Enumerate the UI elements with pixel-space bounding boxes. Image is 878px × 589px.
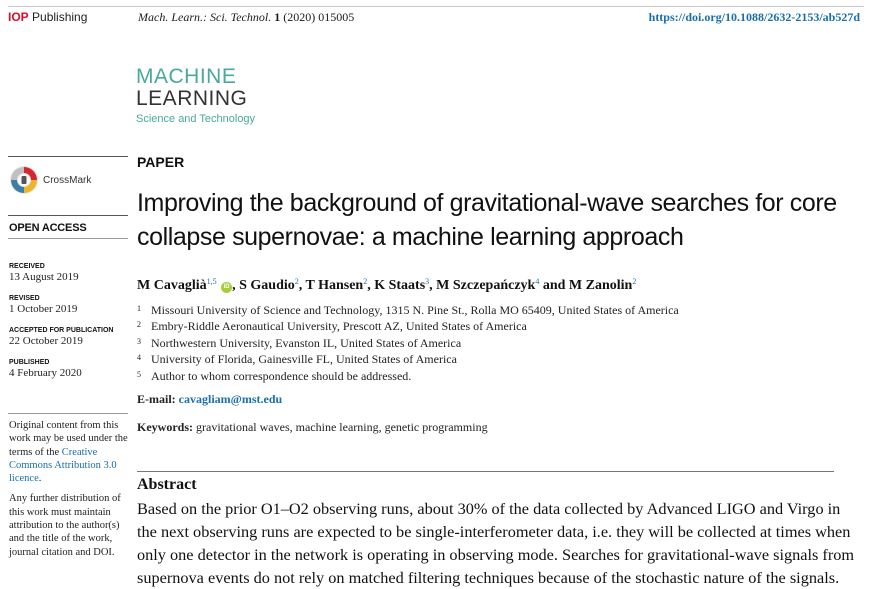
affiliation-item: 5 Author to whom correspondence should be addressed. <box>137 368 412 383</box>
author-name[interactable]: M Szczepańczyk <box>436 278 536 293</box>
keywords-label: Keywords: <box>137 420 193 434</box>
license-period: . <box>38 473 42 485</box>
license-text: Original content from this work may be used under the terms of the <box>9 420 128 458</box>
author-list <box>137 278 636 294</box>
journal-citation <box>138 10 354 25</box>
author-name[interactable]: T Hansen <box>305 278 364 293</box>
author-separator: , <box>367 278 375 293</box>
sidebar-divider <box>8 413 128 414</box>
journal-year-article: (2020) 015005 <box>283 10 355 24</box>
distribution-notice: Any further distribution of this work must maintain attribution to the author(s) and the title of the work, journal citation and DOI. <box>9 493 121 558</box>
affiliation-item: 4 University of Florida, Gainesville FL, United States of America <box>137 352 457 367</box>
header-rule <box>8 6 864 7</box>
abstract-heading: Abstract <box>137 476 197 493</box>
license-link[interactable]: Creative Commons Attribution 3.0 licence <box>9 446 117 485</box>
author-affiliation-ref[interactable]: 3 <box>425 277 430 286</box>
author-name[interactable]: M Zanolin <box>568 278 633 293</box>
affiliation-item: 3 Northwestern University, Evanston IL, United States of America <box>137 335 462 350</box>
article-dates <box>9 262 131 380</box>
affiliation-text: Embry-Riddle Aeronautical University, Prescott AZ, United States of America <box>151 319 527 334</box>
journal-volume: 1 <box>274 10 281 24</box>
author-name[interactable]: K Staats <box>374 278 426 293</box>
date-value-received: 13 August 2019 <box>9 271 79 283</box>
date-label-published: PUBLISHED <box>9 359 50 366</box>
author-name[interactable]: S Gaudio <box>239 278 295 293</box>
license-notice <box>9 419 131 566</box>
author-affiliation-ref[interactable]: 2 <box>632 277 637 286</box>
crossmark-icon <box>9 165 39 195</box>
crossmark-button[interactable] <box>9 165 91 195</box>
publisher-logo[interactable] <box>8 10 87 24</box>
affiliation-text: Northwestern University, Evanston IL, United States of America <box>151 335 462 350</box>
date-label-revised: REVISED <box>9 295 40 302</box>
date-value-accepted: 22 October 2019 <box>9 335 83 347</box>
author-name[interactable]: M Cavaglià <box>137 278 207 293</box>
sidebar-divider <box>8 215 128 216</box>
affiliation-item: 2 Embry-Riddle Aeronautical University, Prescott AZ, United States of America <box>137 319 527 334</box>
orcid-icon[interactable]: iD <box>221 282 232 293</box>
author-separator: , <box>298 278 306 293</box>
date-value-revised: 1 October 2019 <box>9 303 78 315</box>
journal-name: Mach. Learn.: Sci. Technol. <box>138 10 272 24</box>
keywords <box>137 420 488 435</box>
affiliation-list <box>137 302 679 384</box>
sidebar-divider <box>8 238 128 239</box>
affiliation-text: University of Florida, Gainesville FL, United States of America <box>151 352 457 367</box>
journal-logo-subtitle: Science and Technology <box>136 113 256 125</box>
article-type: PAPER <box>137 154 185 170</box>
author-separator: , <box>232 278 240 293</box>
email-label: E-mail: <box>137 392 176 406</box>
keywords-text: gravitational waves, machine learning, genetic programming <box>196 420 488 434</box>
affiliation-text: Missouri University of Science and Technology, 1315 N. Pine St., Rolla MO 65409, United States of America <box>151 303 679 317</box>
author-affiliation-ref[interactable]: 4 <box>535 277 540 286</box>
author-affiliation-ref[interactable]: 2 <box>294 277 299 286</box>
email-link[interactable]: cavagliam@mst.edu <box>178 392 283 406</box>
abstract-text: Based on the prior O1–O2 observing runs, about 30% of the data collected by Advanced LIGO and Virgo in the next observing runs are expected to be single-interferometer data, i.e. they will be collected at times when only one detector in the network is operating in observing mode. Searches for gravitational-wave signals from supernova events do not rely on matched filtering techniques because of the stochastic nature of the signals. <box>137 499 855 587</box>
crossmark-label: CrossMark <box>43 174 92 186</box>
date-label-received: RECEIVED <box>9 263 45 270</box>
journal-logo-line1: MACHINE <box>136 65 237 88</box>
doi-link[interactable]: https://doi.org/10.1088/2632-2153/ab527d <box>648 10 860 24</box>
author-separator: , <box>429 278 437 293</box>
author-affiliation-ref[interactable]: 1,5 <box>206 277 217 286</box>
publisher-mark: IOP <box>8 10 29 24</box>
author-affiliation-ref[interactable]: 2 <box>363 277 368 286</box>
article-title: Improving the background of gravitational-wave searches for core collapse supernovae: a machine learning approach <box>137 189 837 251</box>
date-label-accepted: ACCEPTED FOR PUBLICATION <box>9 327 114 334</box>
affiliation-text: Author to whom correspondence should be addressed. <box>151 368 412 383</box>
abstract-divider <box>137 471 834 472</box>
date-value-published: 4 February 2020 <box>9 367 82 379</box>
journal-logo-line2: LEARNING <box>136 87 248 110</box>
corresponding-email <box>137 392 282 407</box>
author-separator: and <box>539 278 569 293</box>
publisher-text: Publishing <box>32 10 88 24</box>
sidebar-divider <box>8 156 128 157</box>
license-paragraph <box>9 419 131 485</box>
affiliation-item: 1 Missouri University of Science and Technology, 1315 N. Pine St., Rolla MO 65409, United States of America <box>137 303 679 317</box>
open-access-label: OPEN ACCESS <box>9 222 87 234</box>
